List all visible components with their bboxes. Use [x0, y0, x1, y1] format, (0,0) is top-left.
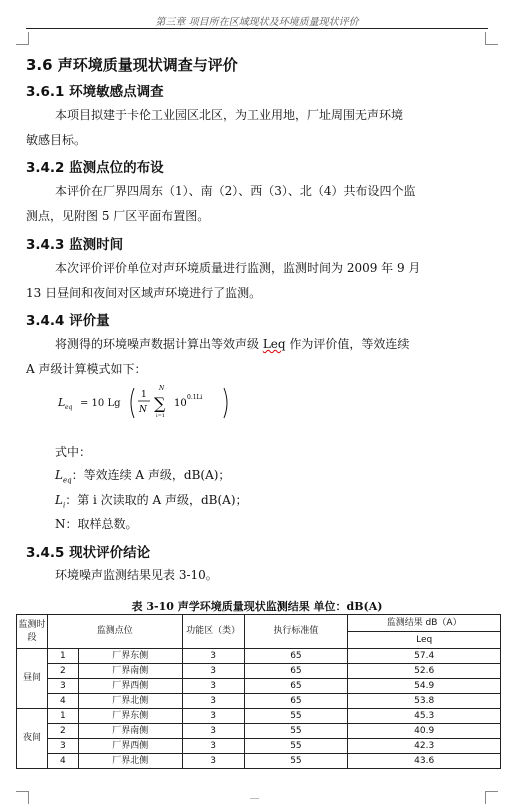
formula-frac-den: N: [139, 405, 147, 415]
table-row: [17, 694, 501, 709]
cell-standard: 55: [244, 754, 348, 769]
cell-point-name: 厂界东侧: [78, 649, 182, 664]
formula-paren-right: [224, 388, 227, 418]
cell-standard: 65: [244, 664, 348, 679]
formula-exponent: 0.1Li: [187, 394, 203, 401]
header-result-sub: Leq: [348, 632, 501, 649]
cell-period: 夜间: [17, 709, 48, 769]
cell-leq: 42.3: [348, 739, 501, 754]
crop-mark-top-right: [485, 32, 498, 45]
formula-paren-left: [131, 388, 134, 418]
heading-evaluation-quantity: 3.4.4 评价量: [26, 313, 110, 329]
leq-term: Leq: [262, 337, 286, 351]
cell-standard: 65: [244, 694, 348, 709]
cell-point-name: 厂界南侧: [78, 664, 182, 679]
header-period: 监测时段: [17, 615, 48, 649]
paragraph-line: 环境噪声监测结果见表 3-10。: [55, 568, 218, 582]
formula-base: 10: [174, 398, 187, 409]
definition-text: ：第 i 次读取的 A 声级，dB(A)；: [65, 493, 248, 507]
running-header: 第三章 项目所在区域现状及环境质量现状评价: [155, 17, 359, 28]
table-row: [17, 754, 501, 769]
table-row: [17, 709, 501, 724]
heading-monitoring-time: 3.4.3 监测时间: [26, 237, 124, 253]
crop-mark-bottom-right: [485, 791, 498, 804]
cell-zone: 3: [182, 754, 244, 769]
text-run: 将测得的环境噪声数据计算出等效声级: [55, 337, 263, 351]
paragraph-line: 测点，见附图 5 厂区平面布置图。: [26, 209, 210, 223]
table-caption: 表 3-10 声学环境质量现状监测结果 单位：dB(A): [131, 600, 383, 613]
header-rule: [26, 28, 488, 29]
cell-period: 昼间: [17, 649, 48, 709]
cell-point-no: 4: [47, 754, 78, 769]
cell-point-name: 厂界北侧: [78, 694, 182, 709]
cell-zone: 3: [182, 709, 244, 724]
paragraph-line: 本评价在厂界四周东（1）、南（2）、西（3）、北（4）共布设四个监: [55, 184, 416, 198]
definition-li: [55, 491, 248, 509]
cell-zone: 3: [182, 694, 244, 709]
cell-point-no: 1: [47, 649, 78, 664]
cell-leq: 57.4: [348, 649, 501, 664]
cell-standard: 65: [244, 649, 348, 664]
cell-point-name: 厂界南侧: [78, 724, 182, 739]
cell-point-no: 2: [47, 724, 78, 739]
heading-sensitive-points: 3.6.1 环境敏感点调查: [26, 84, 164, 100]
cell-leq: 40.9: [348, 724, 501, 739]
formula-sum-top: N: [159, 385, 165, 392]
symbol: L: [55, 493, 63, 507]
cell-point-no: 3: [47, 739, 78, 754]
cell-zone: 3: [182, 649, 244, 664]
table-row: [17, 724, 501, 739]
cell-standard: 55: [244, 709, 348, 724]
crop-mark-top-left: [16, 32, 29, 45]
cell-leq: 54.9: [348, 679, 501, 694]
cell-point-name: 厂界东侧: [78, 709, 182, 724]
table-row: [17, 739, 501, 754]
heading-monitoring-points: 3.4.2 监测点位的布设: [26, 160, 164, 176]
cell-point-no: 3: [47, 679, 78, 694]
cell-leq: 52.6: [348, 664, 501, 679]
symbol-sub: eq: [62, 476, 72, 485]
paragraph-line: 本次评价评价单位对声环境质量进行监测，监测时间为 2009 年 9 月: [55, 261, 421, 275]
cell-leq: 53.8: [348, 694, 501, 709]
paragraph-line: A 声级计算模式如下：: [26, 362, 147, 376]
table-row: [17, 664, 501, 679]
formula-lhs-sub: eq: [65, 404, 73, 411]
cell-point-name: 厂界西侧: [78, 679, 182, 694]
cell-zone: 3: [182, 679, 244, 694]
formula-sum-sign: ∑: [154, 394, 166, 413]
formula-lhs: L: [58, 396, 66, 409]
cell-standard: 55: [244, 724, 348, 739]
table-header-row: [17, 615, 501, 632]
leq-formula: [58, 382, 258, 424]
paragraph-line: 本项目拟建于卡伦工业园区北区，为工业用地，厂址周围无声环境: [55, 108, 404, 122]
cell-standard: 65: [244, 679, 348, 694]
formula-where: 式中：: [55, 445, 92, 459]
header-point: 监测点位: [47, 615, 182, 649]
page-footer-mark: ‾‾: [250, 798, 259, 808]
cell-point-no: 4: [47, 694, 78, 709]
section-title: 3.6 声环境质量现状调查与评价: [26, 56, 238, 74]
paragraph-line: [55, 335, 409, 352]
paragraph-line: 敏感目标。: [26, 133, 87, 147]
table-row: [17, 679, 501, 694]
symbol: L: [55, 468, 63, 482]
header-standard: 执行标准值: [244, 615, 348, 649]
cell-point-name: 厂界北侧: [78, 754, 182, 769]
formula-sum-bottom: i=1: [156, 413, 165, 419]
results-table: [16, 614, 501, 769]
header-zone: 功能区（类）: [182, 615, 244, 649]
cell-leq: 43.6: [348, 754, 501, 769]
symbol-sub: i: [62, 501, 66, 510]
cell-zone: 3: [182, 724, 244, 739]
heading-conclusion: 3.4.5 现状评价结论: [26, 545, 151, 561]
cell-zone: 3: [182, 739, 244, 754]
text-run: 作为评价值，等效连续: [285, 337, 410, 351]
header-result: 监测结果 dB（A）: [348, 615, 501, 632]
cell-point-no: 2: [47, 664, 78, 679]
cell-standard: 55: [244, 739, 348, 754]
definition-leq: [55, 466, 230, 484]
cell-point-no: 1: [47, 709, 78, 724]
formula-equals: = 10 Lg: [80, 398, 121, 409]
formula-frac-num: 1: [141, 390, 147, 400]
table-body: [17, 649, 501, 769]
cell-leq: 45.3: [348, 709, 501, 724]
crop-mark-bottom-left: [16, 791, 29, 804]
cell-point-name: 厂界西侧: [78, 739, 182, 754]
definition-n: N：取样总数。: [55, 517, 138, 531]
table-row: [17, 649, 501, 664]
definition-text: ：等效连续 A 声级，dB(A)；: [71, 468, 231, 482]
paragraph-line: 13 日昼间和夜间对区域声环境进行了监测。: [26, 286, 262, 300]
cell-zone: 3: [182, 664, 244, 679]
